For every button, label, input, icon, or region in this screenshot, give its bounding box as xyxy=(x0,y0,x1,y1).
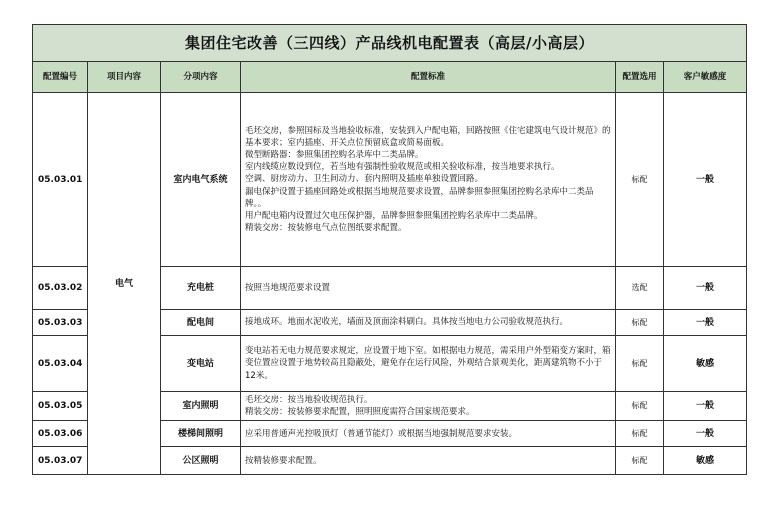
row-sub: 变电站 xyxy=(161,336,241,392)
header-code: 配置编号 xyxy=(33,62,88,93)
header-item: 项目内容 xyxy=(88,62,161,93)
row-select: 标配 xyxy=(616,447,664,475)
header-select: 配置选用 xyxy=(616,62,664,93)
config-table xyxy=(32,24,747,475)
standard-line: 接地成环。地面水泥收光，墙面及顶面涂料刷白。具体按当地电力公司验收规范执行。 xyxy=(245,317,569,328)
row-code: 05.03.04 xyxy=(33,336,88,392)
row-sub: 公区照明 xyxy=(161,447,241,475)
row-sub: 室内电气系统 xyxy=(161,93,241,267)
row-sensitivity: 敏感 xyxy=(664,447,747,475)
row-select: 标配 xyxy=(616,392,664,421)
row-code: 05.03.06 xyxy=(33,421,88,447)
standard-line: 变电站若无电力规范要求规定，应设置于地下室。如根据电力规范，需采用户外型箱变方案时，箱变位置应设置于地势较高且隐蔽处，避免存在运行风险，外观结合景观美化，距离建筑物不小于12米。 xyxy=(245,346,611,381)
row-code: 05.03.05 xyxy=(33,392,88,421)
row-sub: 楼梯间照明 xyxy=(161,421,241,447)
standard-line: 空调、厨房动力、卫生间动力、套内照明及插座单独设置回路。 xyxy=(245,174,484,185)
row-sub: 配电间 xyxy=(161,310,241,336)
row-sensitivity: 一般 xyxy=(664,421,747,447)
standard-line: 室内线缆应数设到位，若当地有强制性验收规范或相关验收标准，按当地要求执行。 xyxy=(245,162,560,173)
row-sensitivity: 一般 xyxy=(664,267,747,310)
row-select: 选配 xyxy=(616,267,664,310)
row-select: 标配 xyxy=(616,421,664,447)
standard-line: 微型断路器：参照集团控购名录库中二类品牌。 xyxy=(245,149,424,160)
row-sensitivity: 一般 xyxy=(664,392,747,421)
row-standard xyxy=(241,392,616,421)
row-select: 标配 xyxy=(616,93,664,267)
header-sensitivity: 客户敏感度 xyxy=(664,62,747,93)
header-standard: 配置标准 xyxy=(241,62,616,93)
table-row xyxy=(33,93,747,267)
row-sub: 充电桩 xyxy=(161,267,241,310)
standard-line: 用户配电箱内设置过欠电压保护器，品牌参照参照集团控购名录库中二类品牌。 xyxy=(245,211,543,221)
standard-line: 毛坯交房，参照国标及当地验收标准，安装到入户配电箱，回路按照《住宅建筑电气设计规范》的基本要求；室内插座、开关点位预留底盒或简易面板。 xyxy=(245,125,611,148)
header-row xyxy=(33,62,747,93)
row-standard xyxy=(241,336,616,392)
standard-line: 漏电保护设置于插座回路处或根据当地规范要求设置，品牌参照参照集团控购名录库中二类品牌。。 xyxy=(245,186,594,209)
row-sub: 室内照明 xyxy=(161,392,241,421)
group-item: 电气 xyxy=(88,93,161,475)
row-code: 05.03.03 xyxy=(33,310,88,336)
config-sheet xyxy=(32,24,746,475)
row-standard xyxy=(241,93,616,267)
row-code: 05.03.07 xyxy=(33,447,88,475)
row-standard xyxy=(241,421,616,447)
row-sensitivity: 敏感 xyxy=(664,336,747,392)
row-code: 05.03.02 xyxy=(33,267,88,310)
row-select: 标配 xyxy=(616,310,664,336)
standard-line: 毛坯交房：按当地验收规范执行。 xyxy=(245,395,373,405)
title-row xyxy=(33,25,747,62)
row-sensitivity: 一般 xyxy=(664,310,747,336)
standard-line: 按照当地规范要求设置 xyxy=(245,282,331,293)
row-standard xyxy=(241,310,616,336)
row-standard xyxy=(241,267,616,310)
standard-line: 精装交房：按装修要求配置，照明照度需符合国家规范要求。 xyxy=(245,407,475,418)
table-title: 集团住宅改善（三四线）产品线机电配置表（高层/小高层） xyxy=(33,25,747,62)
standard-line: 精装交房：按装修电气点位图纸要求配置。 xyxy=(245,223,407,234)
row-code: 05.03.01 xyxy=(33,93,88,267)
row-select: 标配 xyxy=(616,336,664,392)
row-sensitivity: 一般 xyxy=(664,93,747,267)
standard-line: 按精装修要求配置。 xyxy=(245,455,322,466)
standard-line: 应采用普通声光控吸顶灯（普通节能灯）或根据当地强制规范要求安装。 xyxy=(245,428,518,439)
header-sub: 分项内容 xyxy=(161,62,241,93)
row-standard xyxy=(241,447,616,475)
